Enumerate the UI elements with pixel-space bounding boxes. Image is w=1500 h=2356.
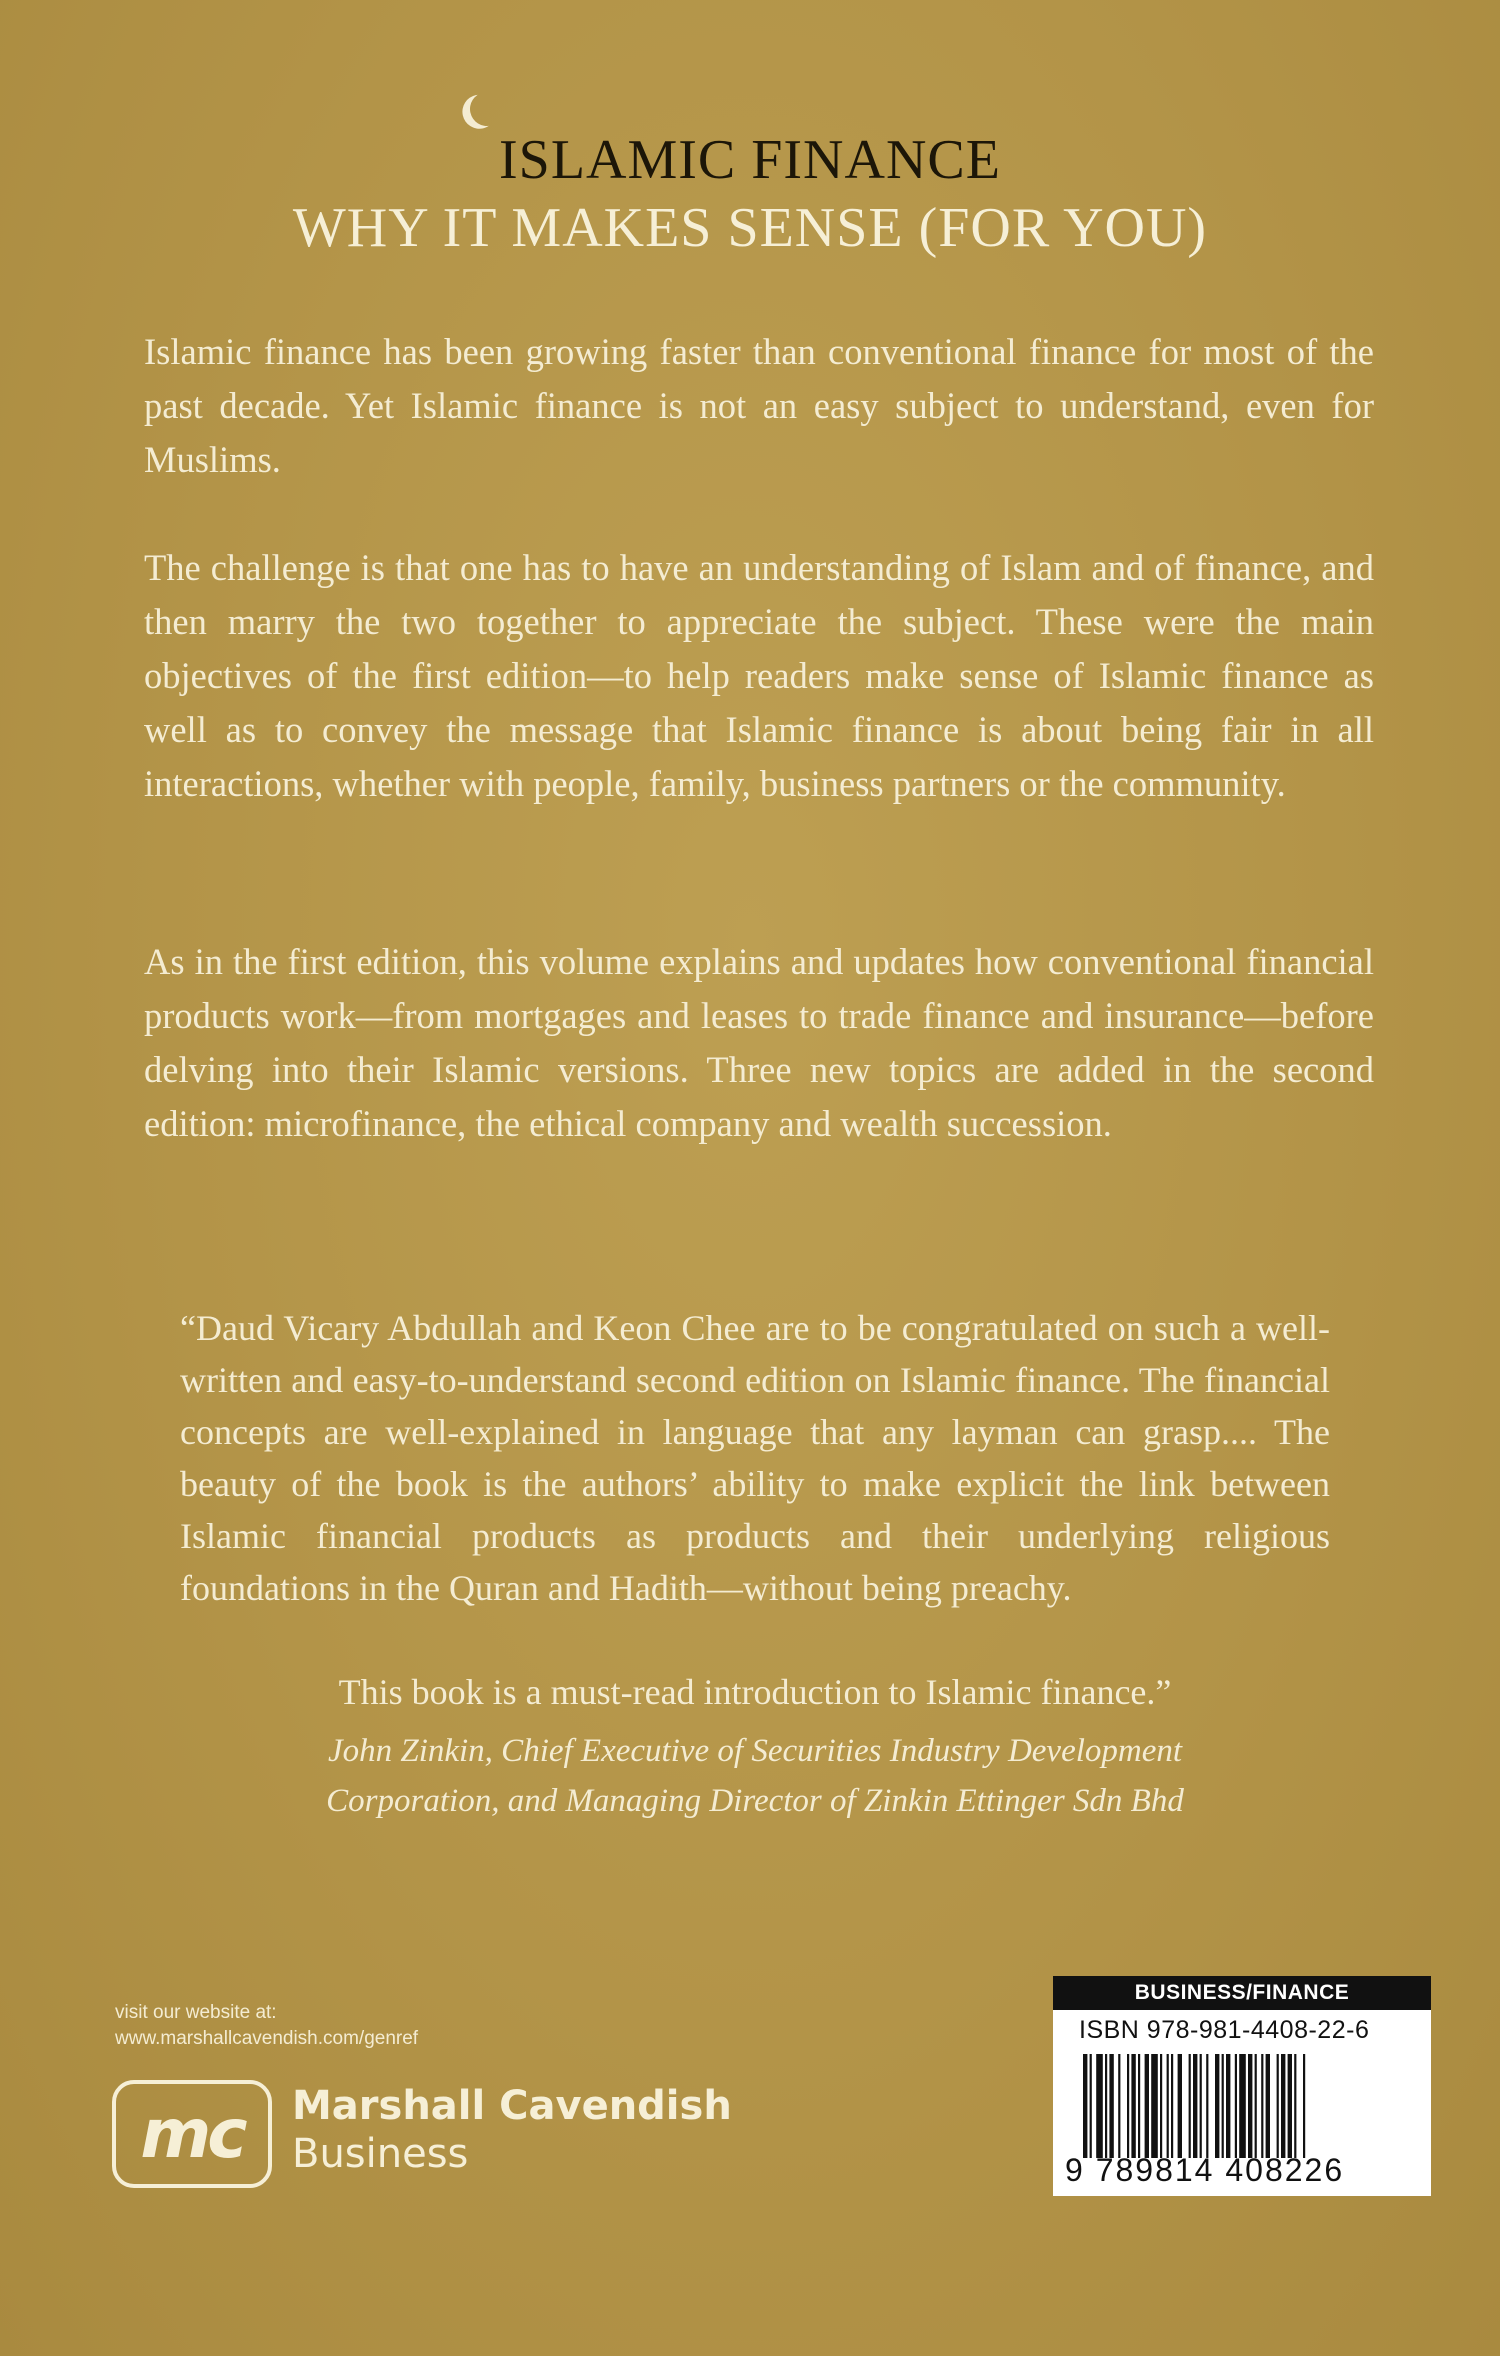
barcode-bar [1138, 2054, 1140, 2158]
barcode-bar [1215, 2054, 1219, 2158]
title-line-1: ISLAMIC FINANCE [499, 129, 1001, 191]
barcode-bar [1096, 2054, 1103, 2158]
blurb-paragraph-2: The challenge is that one has to have an understanding of Islam and of finance, and then marry the two together to appreciate the subject. These were the main objectives of the first edition—to help readers make sense of Islamic finance as well as to convey the message that Islamic finance is about being fair in all interactions, whether with people, family, business partners or the community. [144, 547, 1374, 804]
barcode-bar [1239, 2054, 1246, 2158]
barcode-bar [1127, 2054, 1129, 2158]
blurb-paragraph-1: Islamic finance has been growing faster than conventional finance for most of the past decade. Yet Islamic finance is not an easy subject to understand, even for Muslims. [144, 331, 1374, 480]
barcode-bar [1288, 2054, 1292, 2158]
barcode-bar [1226, 2054, 1230, 2158]
barcode-bars [1083, 2054, 1413, 2158]
barcode-bar [1255, 2054, 1257, 2158]
attribution-line-2: Corporation, and Managing Director of Zinkin Ettinger Sdn Bhd [326, 1783, 1184, 1819]
barcode-bar [1118, 2054, 1120, 2158]
isbn-text: ISBN 978-981-4408-22-6 [1079, 2016, 1370, 2044]
barcode-bar [1189, 2054, 1191, 2158]
barcode-bar [1281, 2054, 1285, 2158]
publisher-name-line-1: Marshall Cavendish [292, 2083, 732, 2129]
barcode-bar [1261, 2054, 1263, 2158]
blurb-paragraph-3: As in the first edition, this volume explains and updates how conventional financial products work—from mortgages and leases to trade finance and insurance—before delving into their Islamic versions. Three new topics are added in the second edition: microfinance, the ethical company and wealth succession. [144, 941, 1374, 1144]
barcode-bar [1206, 2054, 1208, 2158]
barcode-bar [1248, 2054, 1252, 2158]
barcode-bar [1178, 2054, 1182, 2158]
publisher-name-line-2: Business [292, 2131, 469, 2177]
barcode-bar [1160, 2054, 1162, 2158]
title-line-2: WHY IT MAKES SENSE (FOR YOU) [292, 197, 1208, 259]
barcode-bar [1266, 2054, 1270, 2158]
attribution-line-1: John Zinkin, Chief Executive of Securities Industry Development [327, 1733, 1183, 1769]
barcode-bar [1151, 2054, 1158, 2158]
barcode-category: BUSINESS/FINANCE [1053, 1976, 1431, 2010]
barcode-digits: 9 789814 408226 [1065, 2152, 1345, 2188]
barcode-bar [1105, 2054, 1107, 2158]
website-block [115, 2000, 418, 2052]
barcode-bar [1235, 2054, 1237, 2158]
website-url: www.marshallcavendish.com/genref [115, 2028, 419, 2049]
website-label: visit our website at: [115, 2002, 277, 2023]
publisher-name [292, 2082, 732, 2178]
crescent-moon-icon [467, 89, 506, 128]
review-quote-closing: This book is a must-read introduction to Islamic finance.” [338, 1672, 1172, 1712]
barcode-bar [1090, 2054, 1092, 2158]
barcode-bar [1222, 2054, 1224, 2158]
barcode-panel [1053, 1976, 1431, 2196]
barcode-bar [1303, 2054, 1305, 2158]
barcode-bar [1193, 2054, 1197, 2158]
publisher-logo-mark: mc [140, 2094, 244, 2174]
review-quote: “Daud Vicary Abdullah and Keon Chee are to be congratulated on such a well-written and easy-to-understand second edition on Islamic finance. The financial concepts are well-explained in language that any layman can grasp.... The beauty of the book is the authors’ ability to make explicit the link between Islamic financial products as products and their underlying religious foundations in the Quran and Hadith—without being preachy. [180, 1308, 1330, 1608]
barcode-bar [1200, 2054, 1202, 2158]
barcode-bar [1131, 2054, 1135, 2158]
barcode-bar [1171, 2054, 1173, 2158]
barcode-bar [1277, 2054, 1279, 2158]
review-attribution [180, 1726, 1330, 1826]
barcode-bar [1294, 2054, 1296, 2158]
barcode-bar [1083, 2054, 1087, 2158]
barcode-bar [1109, 2054, 1113, 2158]
barcode-bar [1145, 2054, 1149, 2158]
barcode-bar [1167, 2054, 1169, 2158]
publisher-logo [112, 2080, 272, 2188]
